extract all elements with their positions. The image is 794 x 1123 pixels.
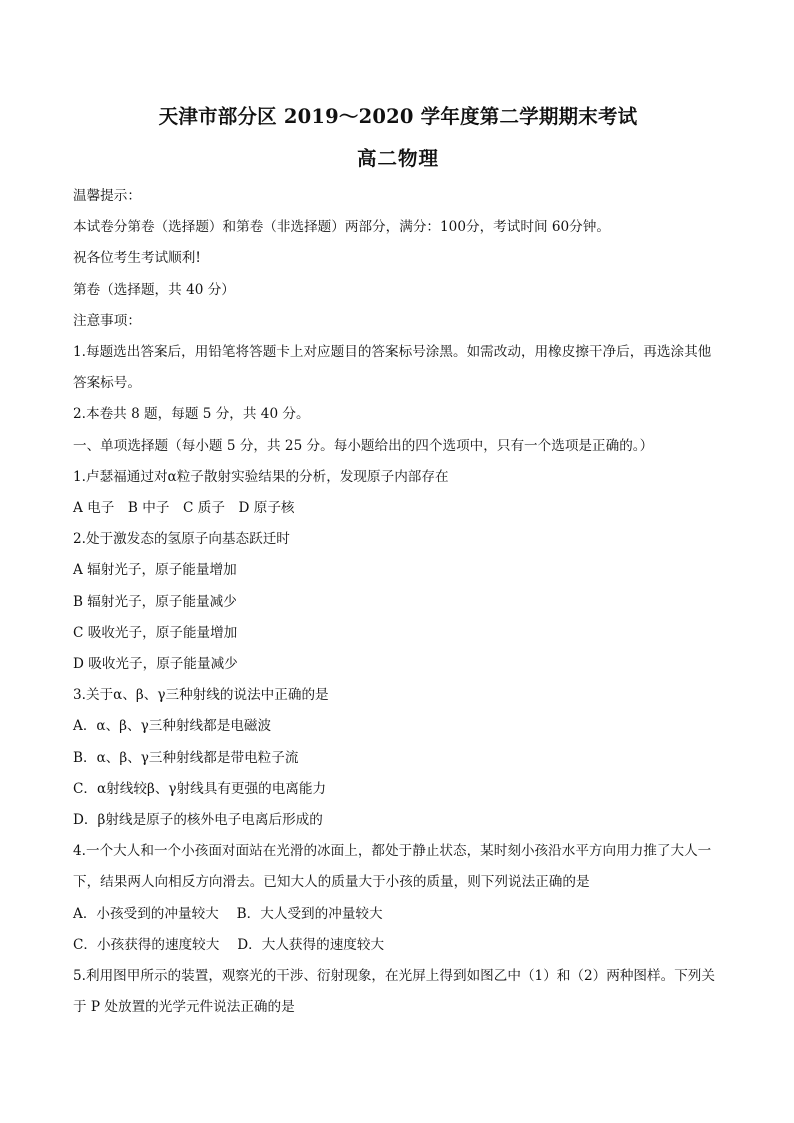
question-3-option-d: D．β射线是原子的核外电子电离后形成的 <box>73 812 323 829</box>
attention-heading: 注意事项： <box>73 312 141 329</box>
notice-intro: 本试卷分第卷（选择题）和第卷（非选择题）两部分，满分：100分，考试时间 60分钟。 <box>73 219 610 236</box>
question-2-stem: 2.处于激发态的氢原子向基态跃迁时 <box>73 531 290 548</box>
exam-title: 天津市部分区 2019～2020 学年度第二学期期末考试 <box>158 105 638 128</box>
section1-heading: 一、单项选择题（每小题 5 分，共 25 分。每小题给出的四个选项中，只有一个选项是正确的。） <box>73 437 654 454</box>
question-1-stem: 1.卢瑟福通过对α粒子散射实验结果的分析，发现原子内部存在 <box>73 468 449 485</box>
question-4-options-cd: C．小孩获得的速度较大 D．大人获得的速度较大 <box>73 936 385 953</box>
question-2-option-c: C 吸收光子，原子能量增加 <box>73 624 238 641</box>
question-3-option-c: C．α射线较β、γ射线具有更强的电离能力 <box>73 780 327 797</box>
question-2-option-b: B 辐射光子，原子能量减少 <box>73 593 237 610</box>
question-4-stem: 4.一个大人和一个小孩面对面站在光滑的冰面上，都处于静止状态，某时刻小孩沿水平方向用力推了大人一下，结果两人向相反方向滑去。已知大人的质量大于小孩的质量，则下列说法正确的是 <box>73 843 712 891</box>
question-4-options-ab: A．小孩受到的冲量较大 B．大人受到的冲量较大 <box>73 905 383 922</box>
notice-heading: 温馨提示： <box>73 188 141 204</box>
attention-note-1: 1.每题选出答案后，用铅笔将答题卡上对应题目的答案标号涂黑。如需改动，用橡皮擦干净后，再选涂其他答案标号。 <box>73 344 712 392</box>
question-2-option-d: D 吸收光子，原子能量减少 <box>73 656 238 673</box>
question-5-stem: 5.利用图甲所示的装置，观察光的干涉、衍射现象，在光屏上得到如图乙中（1）和（2）两种图样。下列关于 P 处放置的光学元件说法正确的是 <box>73 968 715 1016</box>
question-3-stem: 3.关于α、β、γ三种射线的说法中正确的是 <box>73 687 329 704</box>
question-3-option-a: A．α、β、γ三种射线都是电磁波 <box>73 718 272 735</box>
exam-subject: 高二物理 <box>356 147 439 170</box>
exam-page <box>73 103 723 1023</box>
attention-note-2: 2.本卷共 8 题，每题 5 分，共 40 分。 <box>73 406 310 423</box>
part1-heading: 第卷（选择题，共 40 分） <box>73 281 235 298</box>
question-2-option-a: A 辐射光子，原子能量增加 <box>73 562 237 579</box>
notice-wish: 祝各位考生考试顺利! <box>73 250 201 267</box>
question-3-option-b: B．α、β、γ三种射线都是带电粒子流 <box>73 749 299 766</box>
question-1-options: A 电子 B 中子 C 质子 D 原子核 <box>73 500 295 517</box>
